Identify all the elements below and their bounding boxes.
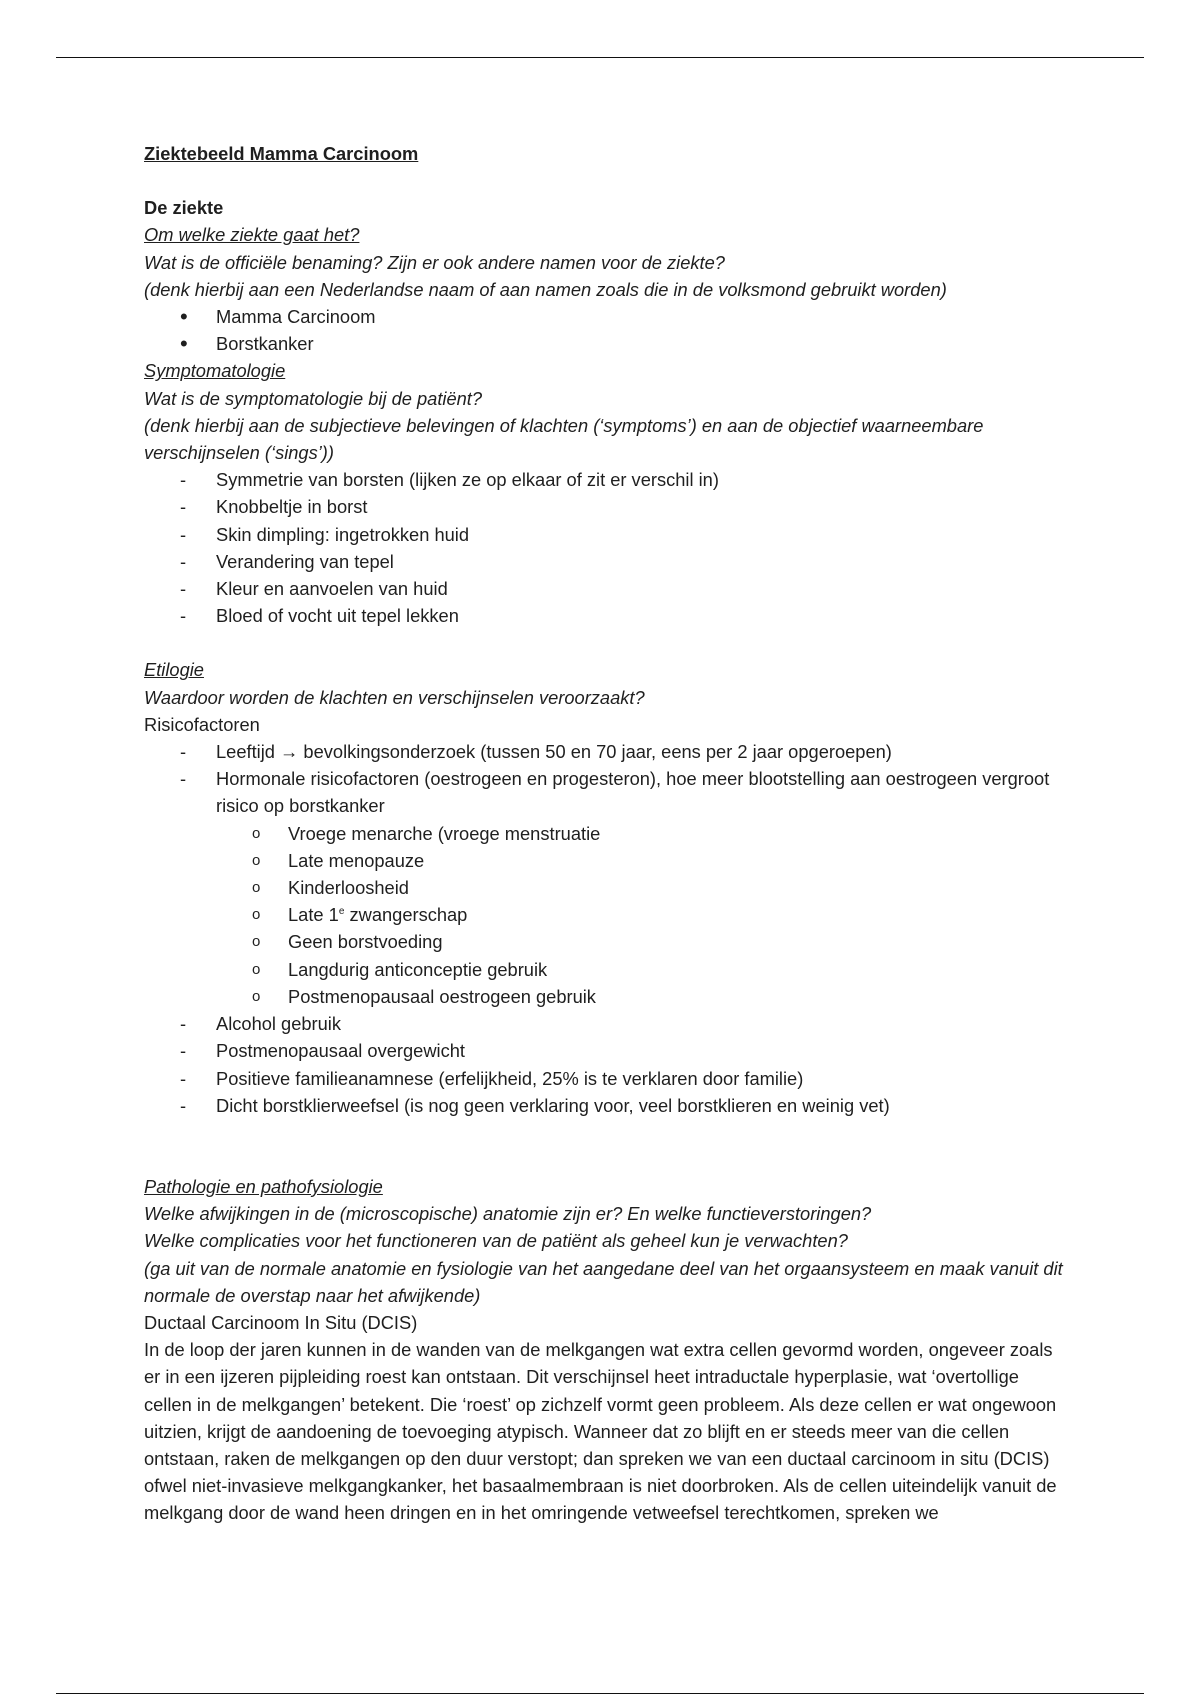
circle-marker: o	[252, 906, 261, 924]
document-page	[144, 140, 1064, 1527]
dcis-paragraph: In de loop der jaren kunnen in de wanden van de melkgangen wat extra cellen gevormd worden, ongeveer zoals er in een ijzeren pijpleiding roest kan ontstaan. Dit verschijnsel heet intraductale hyperplasie, wat ‘overtollige cellen in de melkgangen’ betekent. Die ‘roest’ op zichzelf vormt geen probleem. Als deze cellen er wat ongewoon uitzien, krijgt de aandoening de toevoeging atypisch. Wanneer dat zo blijft en er steeds meer van die cellen ontstaan, raken de melkgangen op den duur verstopt; dan spreken we van een ductaal carcinoom in situ (DCIS) ofwel niet-invasieve melkgangkanker, het basaalmembraan is niet doorbroken. Als de cellen uiteindelijk vanuit de melkgang door de wand heen dringen en in het omringende vetweefsel terechtkomen, spreken we	[144, 1339, 1057, 1524]
dash-marker: -	[180, 1040, 187, 1062]
list-item: o Postmenopausaal oestrogeen gebruik	[144, 983, 1064, 1010]
list-item: o Langdurig anticonceptie gebruik	[144, 956, 1064, 983]
list-item: • Mamma Carcinoom	[180, 304, 376, 330]
subheading-pathologie: Pathologie en pathofysiologie	[144, 1175, 383, 1197]
hint-ziekte: (denk hierbij aan een Nederlandse naam of aan namen zoals die in de volksmond gebruikt worden)	[144, 278, 947, 300]
list-item: - Alcohol gebruik	[144, 1010, 1064, 1037]
header-rule	[56, 57, 1144, 58]
list-item: o Kinderloosheid	[144, 874, 1064, 901]
list-ziekte-names	[144, 303, 1064, 357]
list-item: - Kleur en aanvoelen van huid	[144, 575, 1064, 602]
dash-marker: -	[180, 550, 187, 572]
list-item: • Borstkanker	[180, 331, 314, 357]
footer-rule	[56, 1693, 1144, 1694]
bullet-marker: •	[180, 304, 188, 330]
circle-marker: o	[252, 824, 261, 842]
list-item: - Leeftijd → bevolkingsonderzoek (tussen 50 en 70 jaar, eens per 2 jaar opgeroepen)	[144, 738, 1064, 765]
dash-marker: -	[180, 768, 187, 790]
dash-marker: -	[180, 1094, 187, 1116]
circle-marker: o	[252, 987, 261, 1005]
list-item: - Symmetrie van borsten (lijken ze op elkaar of zit er verschil in)	[144, 466, 1064, 493]
list-item: - Hormonale risicofactoren (oestrogeen en progesteron), hoe meer blootstelling aan oestrogeen vergroot risico op borstkanker	[144, 765, 1064, 819]
circle-marker: o	[252, 879, 261, 897]
dash-marker: -	[180, 741, 187, 763]
dash-marker: -	[180, 523, 187, 545]
arrow-icon: →	[280, 741, 299, 763]
subheading-symptomatologie: Symptomatologie	[144, 360, 286, 382]
list-item: - Knobbeltje in borst	[144, 493, 1064, 520]
list-item: - Verandering van tepel	[144, 548, 1064, 575]
list-item: o Geen borstvoeding	[144, 928, 1064, 955]
circle-marker: o	[252, 851, 261, 869]
hint-pathologie: (ga uit van de normale anatomie en fysiologie van het aangedane deel van het orgaansysteem en maak vanuit dit normale de overstap naar het afwijkende)	[144, 1257, 1063, 1306]
list-item: - Skin dimpling: ingetrokken huid	[144, 521, 1064, 548]
question-symptomatologie: Wat is de symptomatologie bij de patiënt?	[144, 387, 483, 409]
list-item: o Late menopauze	[144, 847, 1064, 874]
subheading-ziekte: Om welke ziekte gaat het?	[144, 224, 360, 246]
list-hormonal-factors	[144, 820, 1064, 1010]
subheading-etiologie: Etilogie	[144, 659, 204, 681]
list-item: - Positieve familieanamnese (erfelijkheid, 25% is te verklaren door familie)	[144, 1065, 1064, 1092]
list-item: - Bloed of vocht uit tepel lekken	[144, 602, 1064, 629]
list-item: o Late 1e zwangerschap	[144, 901, 1064, 928]
list-item: o Vroege menarche (vroege menstruatie	[144, 820, 1064, 847]
label-risicofactoren: Risicofactoren	[144, 713, 260, 735]
circle-marker: o	[252, 960, 261, 978]
list-risk-factors	[144, 738, 1064, 820]
question-ziekte: Wat is de officiële benaming? Zijn er ook andere namen voor de ziekte?	[144, 251, 725, 273]
dash-marker: -	[180, 1013, 187, 1035]
document-title: Ziektebeeld Mamma Carcinoom	[144, 143, 419, 164]
question-etiologie: Waardoor worden de klachten en verschijnselen veroorzaakt?	[144, 686, 645, 708]
section-heading-ziekte: De ziekte	[144, 197, 224, 219]
hint-symptomatologie: (denk hierbij aan de subjectieve belevingen of klachten (‘symptoms’) en aan de objectief waarneembare verschijnselen (‘sings’))	[144, 414, 984, 464]
dash-marker: -	[180, 578, 187, 600]
bullet-marker: •	[180, 331, 188, 357]
question-pathologie-1: Welke afwijkingen in de (microscopische) anatomie zijn er? En welke functieverstoringen?	[144, 1203, 872, 1225]
dash-marker: -	[180, 605, 187, 627]
list-symptoms	[144, 466, 1064, 629]
dash-marker: -	[180, 1067, 187, 1089]
list-risk-factors-continued	[144, 1010, 1064, 1119]
question-pathologie-2: Welke complicaties voor het functioneren van de patiënt als geheel kun je verwachten?	[144, 1230, 848, 1252]
dash-marker: -	[180, 496, 187, 518]
list-item: - Dicht borstklierweefsel (is nog geen verklaring voor, veel borstklieren en weinig vet)	[144, 1092, 1064, 1119]
list-item: - Postmenopausaal overgewicht	[144, 1037, 1064, 1064]
circle-marker: o	[252, 933, 261, 951]
dcis-heading: Ductaal Carcinoom In Situ (DCIS)	[144, 1311, 418, 1333]
dash-marker: -	[180, 469, 187, 491]
